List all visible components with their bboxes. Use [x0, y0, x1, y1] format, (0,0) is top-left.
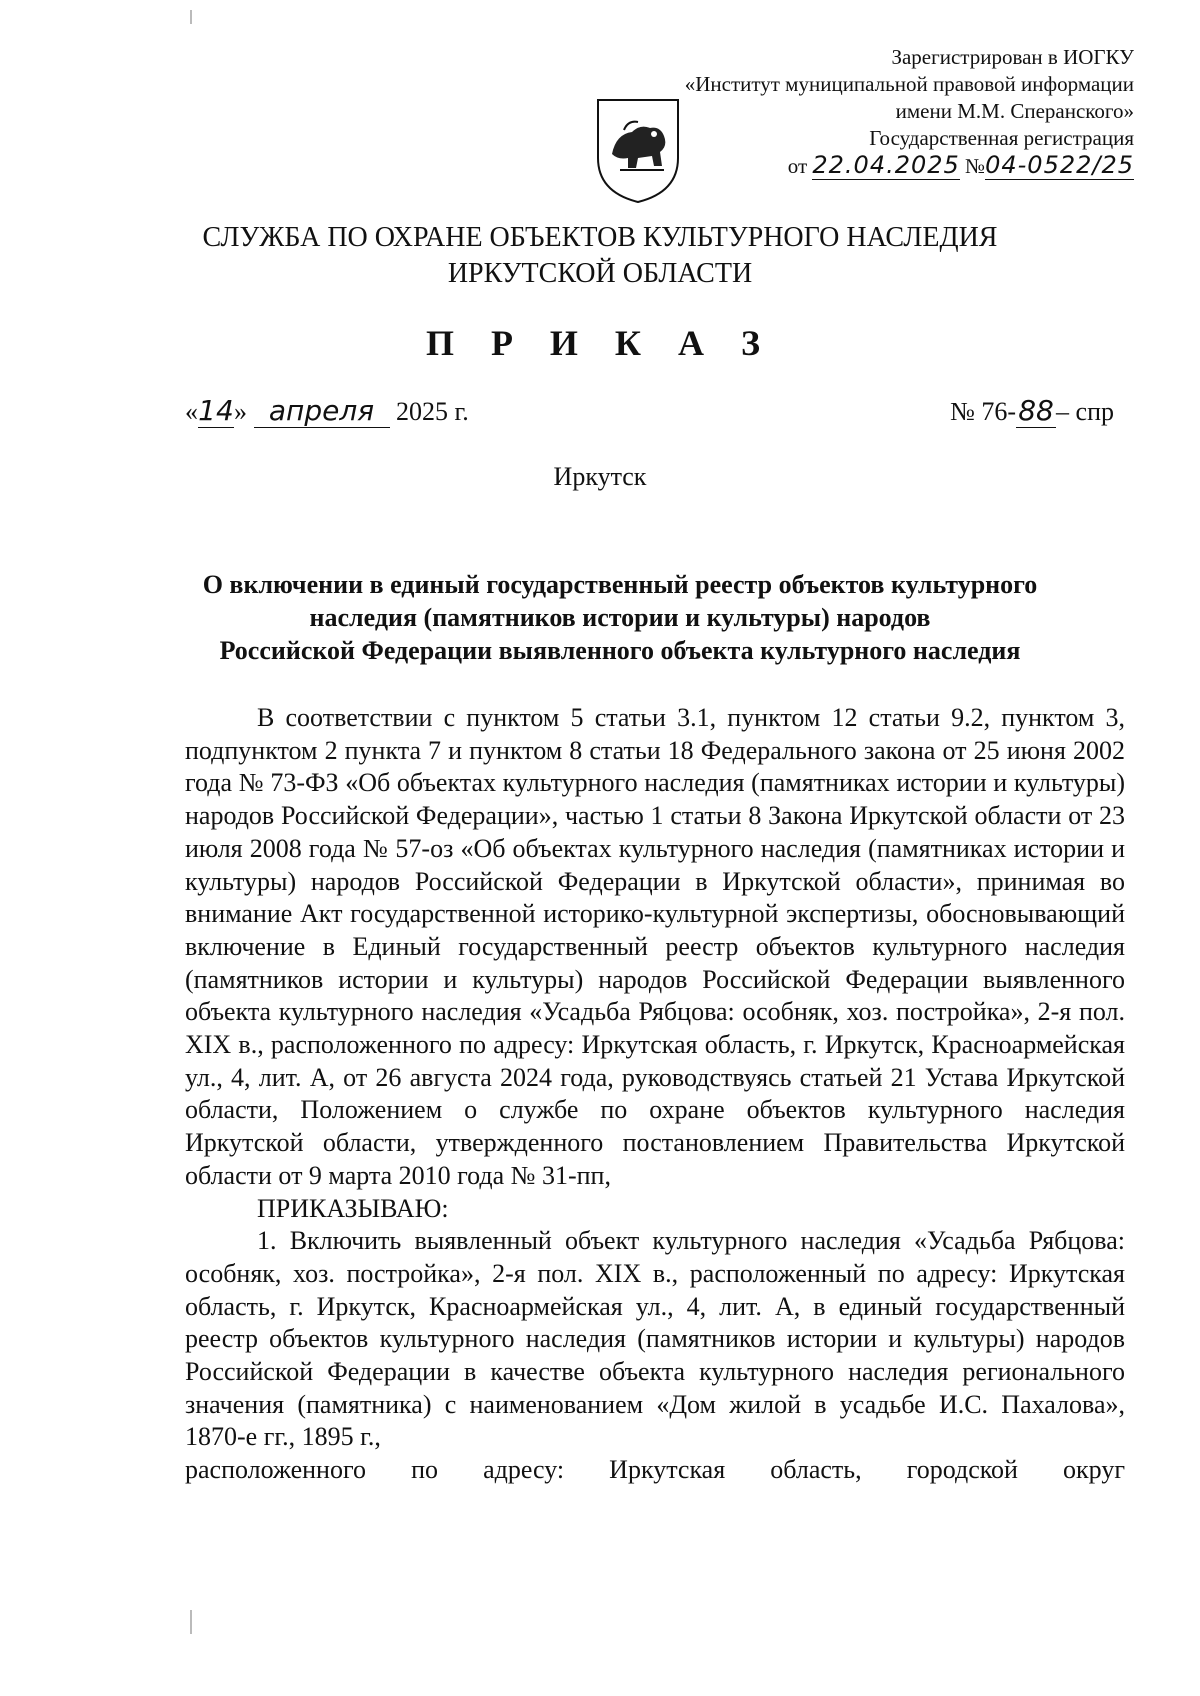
registration-line-4: Государственная регистрация: [869, 126, 1134, 150]
number-handwritten: 88: [1016, 394, 1056, 428]
registration-number: 04-0522/25: [985, 151, 1134, 179]
preamble-paragraph: В соответствии с пунктом 5 статьи 3.1, пунктом 12 статьи 9.2, пунктом 3, подпунктом 2 пункта 7 и пунктом 8 статьи 18 Федерального закона от 25 июня 2002 года № 73-ФЗ «Об объектах культурного наследия (памятниках истории и культуры) народов Российской Федерации», частью 1 статьи 8 Закона Иркутской области от 23 июля 2008 года № 57-оз «Об объектах культурного наследия (памятниках истории и культуры) народов Российской Федерации в Иркутской области», принимая во внимание Акт государственной историко-культурной экспертизы, обосновывающий включение в Единый государственный реестр объектов культурного наследия (памятников истории и культуры) народов Российской Федерации выявленного объекта культурного наследия «Усадьба Рябцова: особняк, хоз. постройка», 2-я пол. XIX в., расположенного по адресу: Иркутская область, г. Иркутск, Красноармейская ул., 4, лит. А, от 26 августа 2024 года, руководствуясь статьей 21 Устава Иркутской области, Положением о службе по охране объектов культурного наследия Иркутской области, утвержденного постановлением Правительства Иркутской области от 9 марта 2010 года № 31-пп,: [185, 703, 1125, 1190]
registration-line-2: «Институт муниципальной правовой информации: [684, 72, 1134, 96]
registration-date: 22.04.2025: [812, 151, 960, 179]
date-open-quote: «: [185, 397, 198, 426]
subject-line-1: О включении в единый государственный реестр объектов культурного: [202, 570, 1038, 599]
coat-of-arms-icon: [594, 96, 682, 206]
document-type: П Р И К А З: [425, 323, 775, 363]
date-year: 2025 г.: [396, 397, 469, 426]
registration-date-line: [685, 152, 1134, 180]
scan-mark: [190, 1610, 192, 1634]
document-date: [185, 394, 469, 428]
order-word: ПРИКАЗЫВАЮ:: [257, 1193, 449, 1223]
number-prefix: № 76-: [950, 397, 1017, 426]
item-1-last-line: расположенного по адресу: Иркутская область, городской округ: [185, 1455, 1125, 1485]
agency-name-line-2: ИРКУТСКОЙ ОБЛАСТИ: [447, 258, 753, 289]
date-month: апреля: [254, 394, 390, 428]
date-close-quote: »: [234, 397, 247, 426]
agency-name-line-1: СЛУЖБА ПО ОХРАНЕ ОБЪЕКТОВ КУЛЬТУРНОГО НАСЛЕДИЯ: [202, 222, 998, 253]
registration-stamp: [685, 44, 1134, 180]
document-number: [950, 394, 1114, 428]
registration-number-prefix: №: [965, 154, 986, 178]
date-day: 14: [198, 394, 234, 427]
document-body: [185, 702, 1125, 1487]
scan-mark: [190, 10, 192, 24]
registration-line-3: имени М.М. Сперанского»: [895, 99, 1134, 123]
item-1-paragraph: 1. Включить выявленный объект культурного наследия «Усадьба Рябцова: особняк, хоз. постройка», 2-я пол. XIX в., расположенный по адресу: Иркутская область, г. Иркутск, Красноармейская ул., 4, лит. А, в единый государственный реестр объектов культурного наследия (памятников истории и культуры) народов Российской Федерации в качестве объекта культурного наследия регионального значения (памятника) с наименованием «Дом жилой в усадьбе И.С. Пахалова», 1870-е гг., 1895 г.,: [185, 1226, 1125, 1452]
city: Иркутск: [553, 462, 647, 491]
subject-line-3: Российской Федерации выявленного объекта культурного наследия: [219, 636, 1021, 665]
subject-line-2: наследия (памятников истории и культуры) народов: [309, 603, 931, 632]
document-subject: [120, 568, 1120, 667]
registration-date-prefix: от: [787, 154, 808, 178]
agency-name: [0, 220, 1200, 292]
number-suffix: – спр: [1056, 397, 1114, 426]
registration-line-1: Зарегистрирован в ИОГКУ: [891, 45, 1134, 69]
